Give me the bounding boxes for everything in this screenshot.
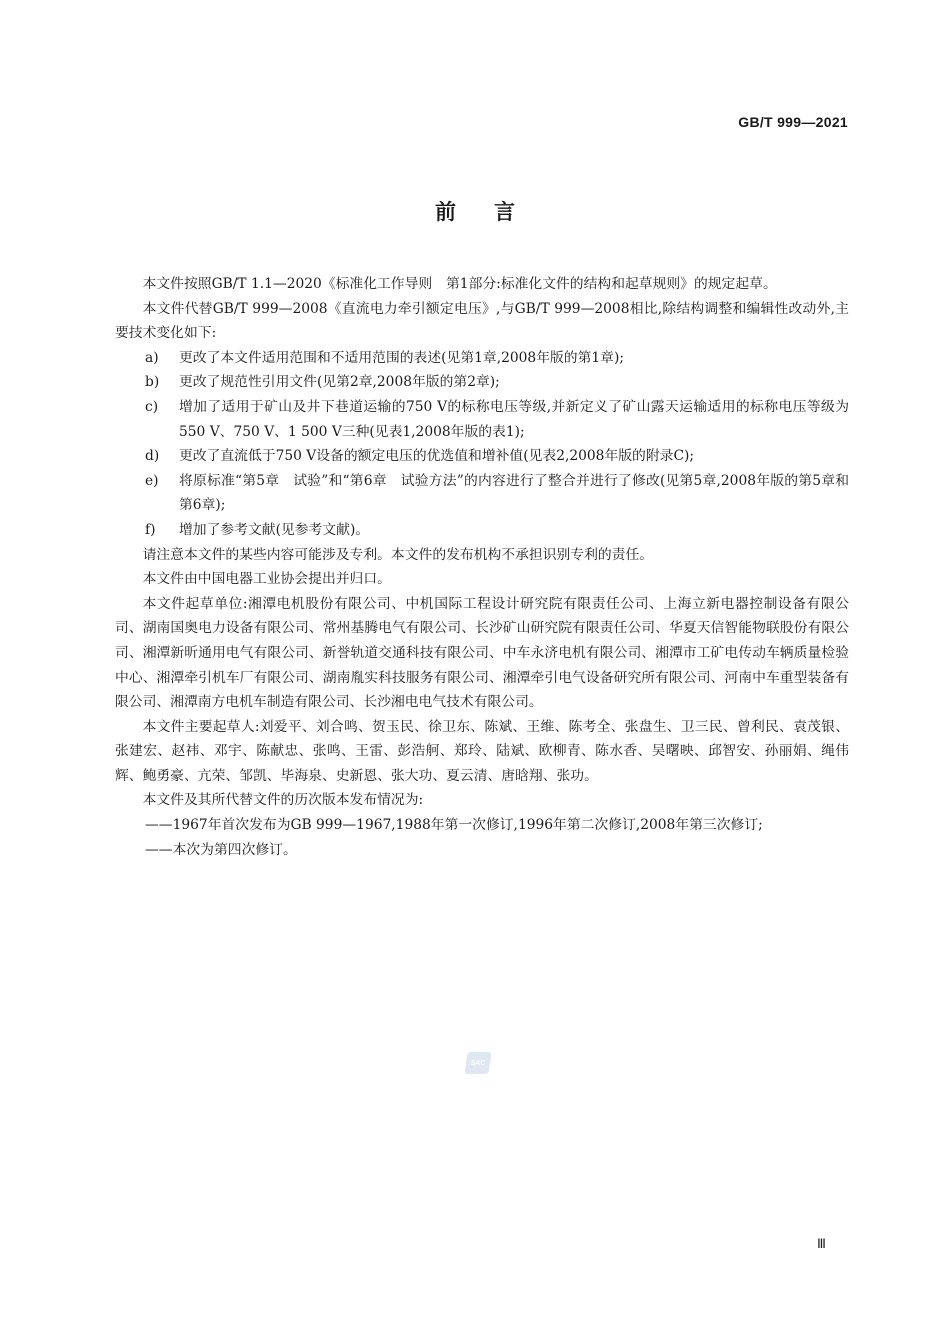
list-item [115, 444, 849, 469]
replacement-paragraph: 本文件代替GB/T 999—2008《直流电力牵引额定电压》,与GB/T 999—2008相比,除结构调整和编辑性改动外,主要技术变化如下: [115, 300, 849, 342]
sac-watermark-logo [464, 1052, 491, 1074]
list-marker: e) [145, 472, 159, 489]
list-item-text: 更改了本文件适用范围和不适用范围的表述(见第1章,2008年版的第1章); [179, 349, 624, 366]
list-item [115, 469, 849, 518]
watermark-label: SAC [470, 1059, 486, 1067]
foreword-body [115, 272, 849, 862]
list-item-text: 更改了规范性引用文件(见第2章,2008年版的第2章); [179, 374, 500, 391]
list-item-text: 将原标准“第5章 试验”和“第6章 试验方法”的内容进行了整合并进行了修改(见第5章,2008年版的第5章和第6章); [179, 472, 849, 514]
list-item-text: 更改了直流低于750 V设备的额定电压的优选值和增补值(见表2,2008年版的附录C); [179, 448, 695, 465]
list-marker: b) [145, 374, 160, 391]
list-item [115, 346, 849, 371]
history-item: ——本次为第四次修订。 [145, 841, 297, 858]
list-marker: f) [145, 521, 156, 538]
list-item-text: 增加了参考文献(见参考文献)。 [179, 521, 370, 538]
changes-list [115, 346, 849, 543]
list-marker: a) [145, 349, 159, 366]
history-item: ——1967年首次发布为GB 999—1967,1988年第一次修订,1996年第二次修订,2008年第三次修订; [145, 817, 763, 834]
standard-code: GB/T 999—2021 [738, 114, 848, 130]
drafters-paragraph: 本文件主要起草人:刘爱平、刘合鸣、贺玉民、徐卫东、陈斌、王维、陈考全、张盘生、卫三民、曾利民、袁茂银、张建宏、赵祎、邓宇、陈献忠、张鸣、王雷、彭浩舸、郑玲、陆斌、欧柳青、陈水香、吴曙映、邱智安、孙丽娟、绳伟辉、鲍勇豪、亢荣、邹凯、毕海泉、史新恩、张大功、夏云清、唐晗翔、张功。 [115, 718, 849, 784]
drafting-units-paragraph: 本文件起草单位:湘潭电机股份有限公司、中机国际工程设计研究院有限责任公司、上海立新电器控制设备有限公司、湖南国奥电力设备有限公司、常州基腾电气有限公司、长沙矿山研究院有限责任公司、华夏天信智能物联股份有限公司、湘潭新昕通用电气有限公司、新誉轨道交通科技有限公司、中车永济电机有限公司、湘潭市工矿电传动车辆质量检验中心、湘潭牵引机车厂有限公司、湖南胤实科技服务有限公司、湘潭牵引电气设备研究所有限公司、河南中车重型装备有限公司、湘潭南方电机车制造有限公司、长沙湘电电气技术有限公司。 [115, 595, 849, 711]
list-item [115, 370, 849, 395]
drafting-rule-paragraph: 本文件按照GB/T 1.1—2020《标准化工作导则 第1部分:标准化文件的结构和起草规则》的规定起草。 [142, 276, 777, 292]
list-item [115, 518, 849, 543]
proposer-paragraph: 本文件由中国电器工业协会提出并归口。 [142, 571, 391, 588]
list-marker: d) [145, 448, 160, 465]
patent-notice: 请注意本文件的某些内容可能涉及专利。本文件的发布机构不承担识别专利的责任。 [142, 546, 654, 563]
history-intro: 本文件及其所代替文件的历次版本发布情况为: [142, 792, 424, 809]
list-item [115, 395, 849, 444]
list-marker: c) [145, 398, 159, 415]
list-item-text: 增加了适用于矿山及井下巷道运输的750 V的标称电压等级,并新定义了矿山露天运输适用的标称电压等级为550 V、750 V、1 500 V三种(见表1,2008年版的表1); [179, 398, 849, 440]
page-number: Ⅲ [817, 1236, 826, 1251]
page-title: 前言 [435, 200, 553, 224]
